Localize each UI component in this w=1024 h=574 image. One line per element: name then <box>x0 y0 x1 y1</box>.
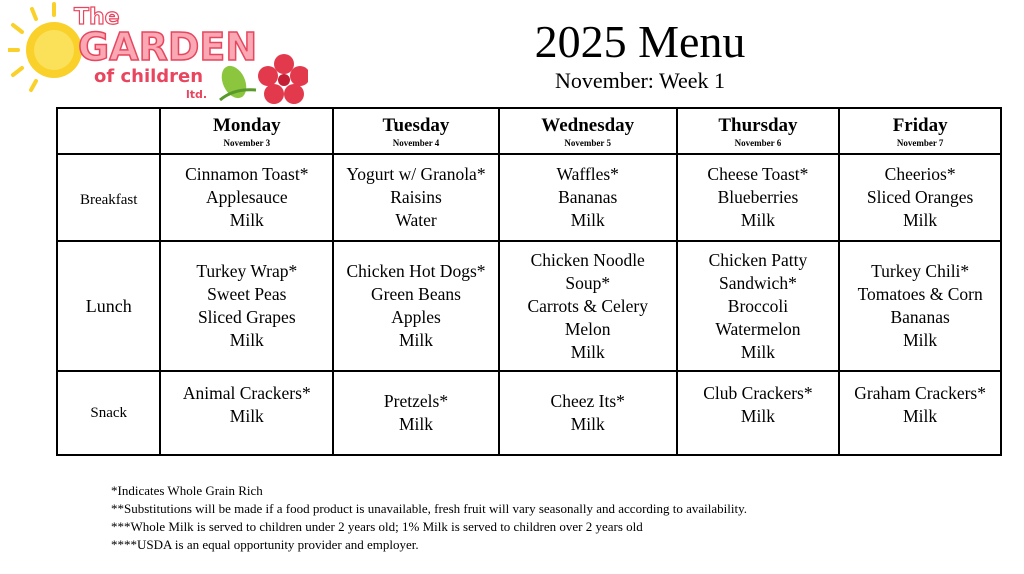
day-header-thursday <box>677 108 840 154</box>
food-item: Milk <box>570 210 605 230</box>
menu-cell <box>499 371 677 455</box>
food-item: Sliced Grapes <box>197 307 296 327</box>
food-item: Chicken Noodle <box>530 249 645 270</box>
food-item: Pretzels* <box>383 391 449 411</box>
menu-cell <box>839 371 1001 455</box>
food-item: Turkey Chili* <box>871 261 970 281</box>
menu-cell <box>160 371 333 455</box>
food-item: Chicken Hot Dogs* <box>346 261 486 281</box>
menu-cell <box>333 241 499 371</box>
food-item: Milk <box>740 210 775 230</box>
menu-cell <box>499 241 677 371</box>
food-item: Graham Crackers* <box>854 383 986 403</box>
food-item: Milk <box>570 414 605 434</box>
food-item: Milk <box>229 406 264 426</box>
food-item: Green Beans <box>371 284 461 304</box>
menu-cell <box>333 371 499 455</box>
food-item: Cheerios* <box>884 164 956 184</box>
menu-cell <box>677 154 840 241</box>
logo-line1: The <box>74 5 120 30</box>
footnote: ***Whole Milk is served to children under 2 years old; 1% Milk is served to children over 2 years old <box>111 519 643 534</box>
food-item: Water <box>395 210 437 230</box>
food-item: Applesauce <box>205 187 288 207</box>
food-item: Soup* <box>565 272 611 293</box>
menu-cell <box>839 154 1001 241</box>
food-item: Sliced Oranges <box>866 187 974 207</box>
header-row <box>57 108 1001 154</box>
food-item: Cheez Its* <box>550 391 625 411</box>
menu-cell <box>333 154 499 241</box>
footnote: *Indicates Whole Grain Rich <box>111 483 263 498</box>
food-item: Turkey Wrap* <box>196 261 298 281</box>
meal-label: Snack <box>57 371 160 455</box>
food-item: Milk <box>229 210 264 230</box>
food-item: Cheese Toast* <box>707 164 809 184</box>
day-date: November 5 <box>564 138 611 148</box>
food-item: Apples <box>391 307 441 327</box>
food-item: Chicken Patty <box>708 249 808 270</box>
food-item: Bananas <box>558 187 618 207</box>
meal-row-lunch <box>57 241 1001 371</box>
corner-cell <box>57 108 160 154</box>
food-item: Milk <box>398 330 434 350</box>
food-item: Sandwich* <box>719 272 797 293</box>
logo-line4: ltd. <box>186 88 208 101</box>
logo <box>8 2 308 106</box>
food-item: Milk <box>229 330 264 350</box>
food-item: Watermelon <box>715 318 801 339</box>
food-item: Yogurt w/ Granola* <box>346 164 486 184</box>
meal-row-breakfast <box>57 154 1001 241</box>
day-date: November 6 <box>734 138 782 148</box>
garden-logo-graphic <box>8 2 308 106</box>
menu-cell <box>677 371 840 455</box>
page-title: 2025 Menu <box>534 16 746 67</box>
footnotes <box>111 482 747 554</box>
menu-table <box>56 107 1002 456</box>
page-subtitle: November: Week 1 <box>554 68 726 93</box>
food-item: Milk <box>740 406 775 426</box>
food-item: Animal Crackers* <box>182 383 311 403</box>
food-item: Cinnamon Toast* <box>185 164 309 184</box>
food-item: Milk <box>398 414 434 434</box>
food-item: Milk <box>903 406 938 426</box>
menu-cell <box>160 154 333 241</box>
menu-cell <box>839 241 1001 371</box>
food-item: Broccoli <box>727 295 789 316</box>
food-item: Club Crackers* <box>703 383 813 403</box>
day-header-friday <box>839 108 1001 154</box>
day-header-monday <box>160 108 333 154</box>
food-item: Tomatoes & Corn <box>857 284 983 304</box>
food-item: Bananas <box>890 307 950 327</box>
food-item: Carrots & Celery <box>527 295 648 316</box>
day-name: Monday <box>213 115 281 136</box>
food-item: Milk <box>740 341 775 362</box>
food-item: Sweet Peas <box>207 284 287 304</box>
food-item: Milk <box>903 210 938 230</box>
menu-cell <box>499 154 677 241</box>
day-header-tuesday <box>333 108 499 154</box>
day-date: November 4 <box>392 138 440 148</box>
day-date: November 7 <box>896 138 944 148</box>
logo-line2: GARDEN <box>78 25 258 69</box>
logo-line3: of children <box>94 66 204 87</box>
meal-row-snack <box>57 371 1001 455</box>
menu-cell <box>677 241 840 371</box>
meal-label: Breakfast <box>57 154 160 241</box>
day-name: Thursday <box>718 115 798 136</box>
food-item: Blueberries <box>717 187 799 207</box>
food-item: Milk <box>903 330 938 350</box>
menu-cell <box>160 241 333 371</box>
food-item: Waffles* <box>556 164 619 184</box>
day-header-wednesday <box>499 108 677 154</box>
food-item: Milk <box>570 341 605 362</box>
food-item: Raisins <box>390 187 442 207</box>
meal-label: Lunch <box>57 241 160 371</box>
food-item: Melon <box>564 318 611 339</box>
footnote: ****USDA is an equal opportunity provider and employer. <box>111 537 419 552</box>
flower-icon <box>258 54 308 104</box>
footnote: **Substitutions will be made if a food product is unavailable, fresh fruit will vary seasonally and according to availability. <box>111 501 748 516</box>
day-name: Friday <box>892 115 948 136</box>
day-date: November 3 <box>223 138 271 148</box>
day-name: Wednesday <box>541 115 635 136</box>
day-name: Tuesday <box>382 115 450 136</box>
